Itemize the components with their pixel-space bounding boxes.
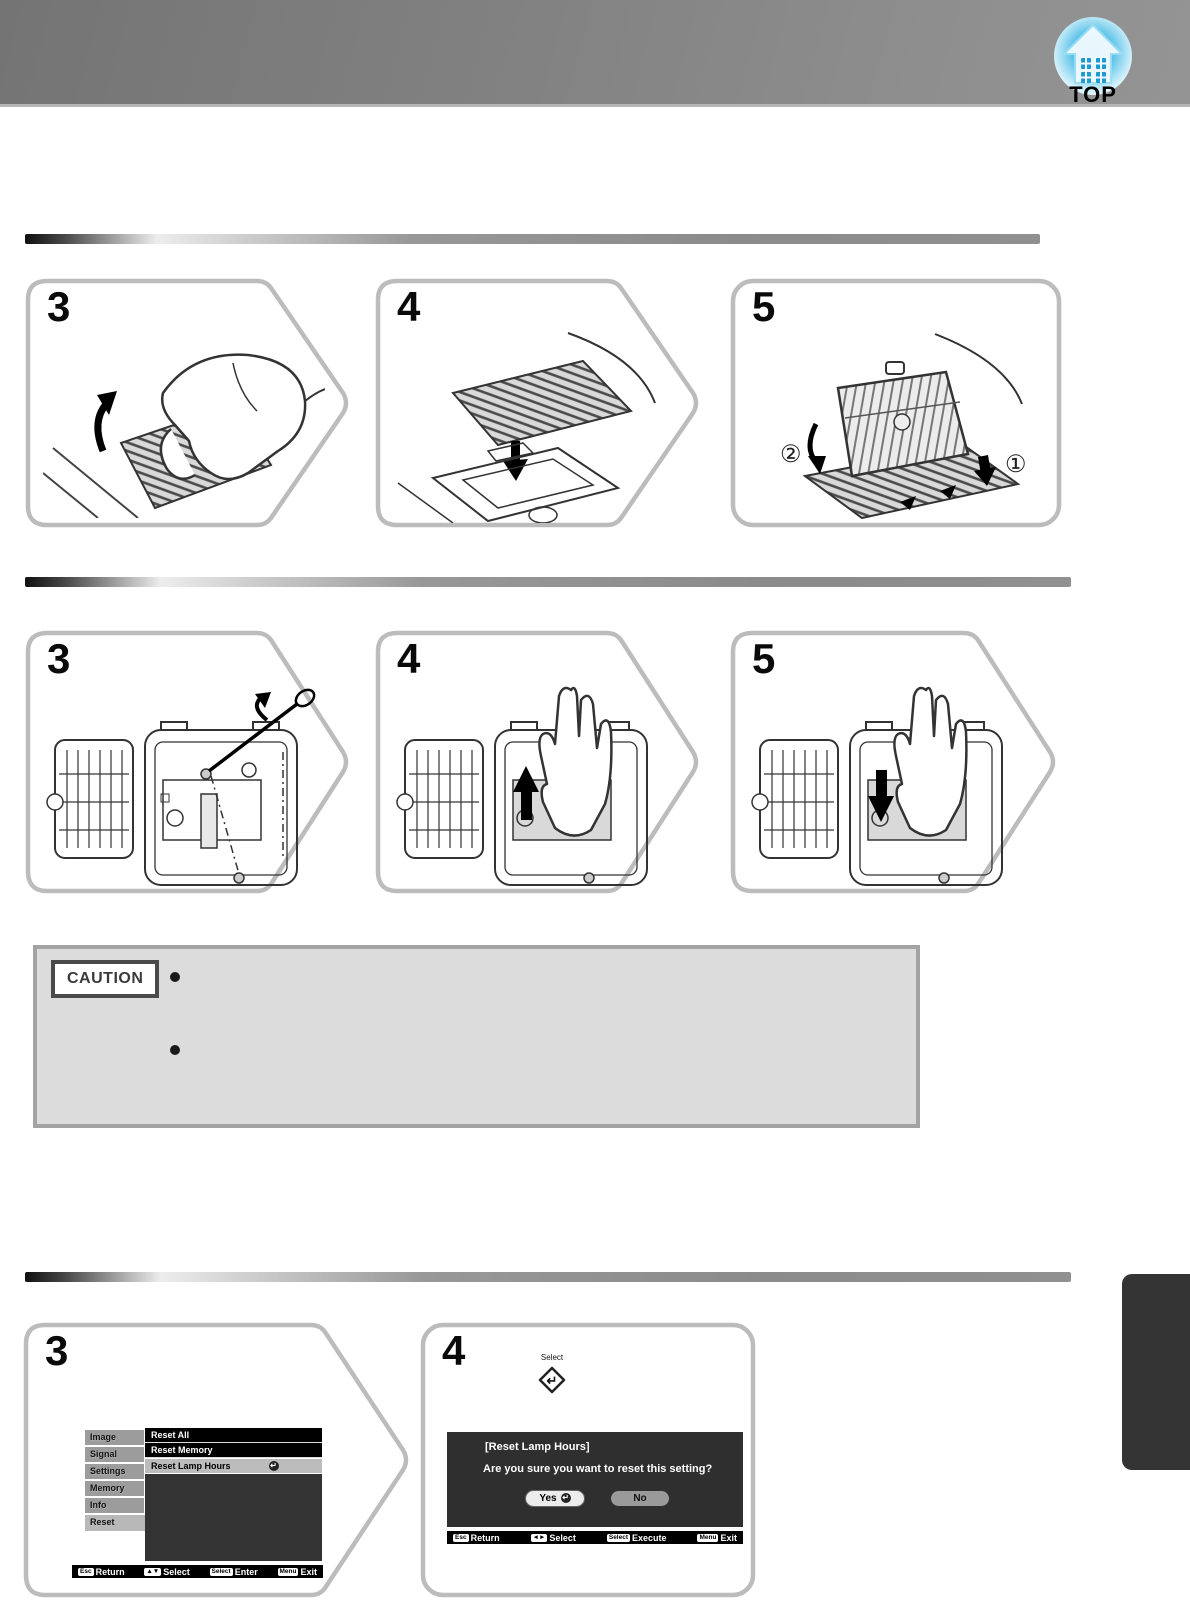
- key-guide-label: Select: [163, 1566, 190, 1577]
- section-divider-lamp: [25, 577, 1071, 587]
- step-number: 3: [47, 635, 71, 682]
- return-icon: ↵: [270, 1461, 277, 1470]
- menu-item-label: Reset Memory: [151, 1445, 213, 1455]
- menu-key-icon: Menu: [699, 1533, 717, 1541]
- filter-step-4-panel: [375, 278, 705, 528]
- key-guide-return: [78, 1567, 125, 1577]
- leftright-key-icon: ◄►: [532, 1533, 546, 1541]
- chapter-side-tab[interactable]: [1122, 1274, 1190, 1470]
- key-guide-exit: [697, 1533, 737, 1543]
- select-key-icon: Select: [608, 1533, 629, 1541]
- lamp-step-4-panel: [375, 630, 705, 894]
- yes-button-label: Yes: [539, 1493, 557, 1504]
- menu-key-icon: Menu: [279, 1567, 297, 1575]
- key-guide-label: Return: [470, 1532, 500, 1543]
- key-guide-return: [453, 1533, 500, 1543]
- dialog-message: Are you sure you want to reset this setting?: [483, 1463, 713, 1475]
- step-number: 4: [397, 283, 421, 330]
- top-label: TOP: [1069, 82, 1117, 107]
- lamp-step-5-panel: [730, 630, 1062, 894]
- updown-key-icon: ▲▼: [146, 1567, 160, 1575]
- select-button-icon: [536, 1364, 568, 1396]
- dialog-title: [Reset Lamp Hours]: [485, 1441, 590, 1453]
- menu-tab-info[interactable]: Info: [85, 1498, 144, 1513]
- key-guide-label: Return: [95, 1566, 125, 1577]
- no-button[interactable]: [611, 1491, 669, 1506]
- key-guide-label: Execute: [632, 1532, 667, 1543]
- no-button-label: No: [633, 1493, 647, 1504]
- key-guide-label: Select: [549, 1532, 576, 1543]
- illustration-close-filter-cover: [750, 326, 1042, 521]
- menu-tab-reset[interactable]: Reset: [85, 1515, 154, 1531]
- select-key-icon: Select: [211, 1567, 231, 1575]
- bullet-marker: [170, 1045, 180, 1055]
- menu-item-label: Reset Lamp Hours: [151, 1461, 231, 1471]
- return-icon: ↵: [562, 1493, 569, 1502]
- menu-item-reset-all[interactable]: [145, 1428, 322, 1443]
- menu-content: [145, 1428, 322, 1561]
- select-button-label: Select: [540, 1353, 564, 1362]
- menu-tab-signal[interactable]: Signal: [85, 1447, 144, 1462]
- key-guide-select: [531, 1533, 576, 1543]
- key-guide-enter: [210, 1567, 258, 1577]
- menu-tab-image[interactable]: Image: [85, 1430, 144, 1445]
- section-divider-filter: [25, 234, 1040, 244]
- key-guide-label: Exit: [300, 1566, 317, 1577]
- menu-item-reset-memory[interactable]: [145, 1443, 322, 1458]
- step-number: 3: [45, 1327, 69, 1374]
- lamp-step-3-panel: [25, 630, 355, 894]
- caution-label: CAUTION: [51, 960, 159, 998]
- menu-key-guide-bar: [72, 1565, 323, 1578]
- illustration-insert-air-filter: [393, 323, 678, 523]
- key-guide-exit: [278, 1567, 318, 1577]
- step-number: 5: [752, 283, 776, 330]
- reset-confirm-dialog: [447, 1432, 743, 1527]
- step-number: 3: [47, 283, 71, 330]
- filter-step-5-panel: [730, 278, 1062, 528]
- key-guide-select: [144, 1567, 189, 1577]
- section-divider-reset: [25, 1272, 1071, 1282]
- menu-item-reset-lamp-hours[interactable]: [145, 1458, 322, 1474]
- esc-key-icon: Esc: [80, 1567, 92, 1575]
- caution-box: [33, 945, 920, 1128]
- step-number: 4: [442, 1327, 466, 1374]
- bullet-marker: [170, 972, 180, 982]
- step-number: 5: [752, 635, 776, 682]
- menu-tab-settings[interactable]: Settings: [85, 1464, 144, 1479]
- illustration-insert-lamp: [748, 682, 1038, 887]
- yes-button[interactable]: [525, 1490, 585, 1507]
- illustration-pull-lamp-out: [393, 682, 683, 887]
- key-guide-execute: [607, 1533, 667, 1543]
- header-bar: [0, 0, 1190, 107]
- callout-2: ②: [780, 441, 802, 468]
- key-guide-label: Exit: [720, 1532, 737, 1543]
- svg-text:↵: ↵: [546, 1373, 558, 1388]
- dialog-key-guide-bar: [447, 1531, 743, 1544]
- menu-item-label: Reset All: [151, 1430, 190, 1440]
- illustration-remove-air-filter: [43, 333, 325, 518]
- illustration-unscrew-lamp: [43, 682, 333, 887]
- top-link[interactable]: [1047, 14, 1147, 114]
- filter-step-3-panel: [25, 278, 355, 528]
- esc-key-icon: Esc: [455, 1533, 467, 1541]
- menu-tab-memory[interactable]: Memory: [85, 1481, 144, 1496]
- callout-1: ①: [1005, 451, 1027, 478]
- key-guide-label: Enter: [234, 1566, 258, 1577]
- step-number: 4: [397, 635, 421, 682]
